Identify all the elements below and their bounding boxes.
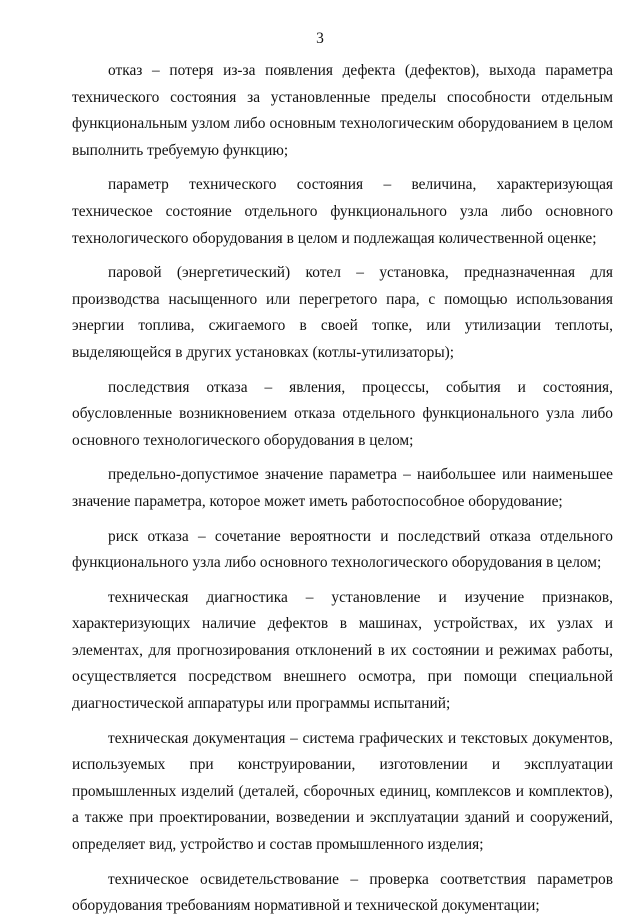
definition-tekhnicheskaya-dokumentatsiya: техническая документация – система графических и текстовых документов, используемых при конструировании, изготовлении и эксплуатации промышленных изделий (деталей, сборочных единиц, комплексов и комплектов), а также при проектировании, возведении и эксплуатации зданий и сооружений, определяет вид, устройство и состав промышленного изделия; xyxy=(72,729,613,854)
page-number: 3 xyxy=(316,30,324,47)
definition-tekhnicheskoe-osvidetelstvovanie: техническое освидетельствование – проверка соответствия параметров оборудования требованиям нормативной и технической документации; xyxy=(72,870,613,915)
definition-parovoy-kotel: паровой (энергетический) котел – установка, предназначенная для производства насыщенного или перегретого пара, с помощью использования энергии топлива, сжигаемого в своей топке, или утилизации теплоты, выделяющейся в других установках (котлы-утилизаторы); xyxy=(72,264,613,361)
definition-posledstviya-otkaza: последствия отказа – явления, процессы, события и состояния, обусловленные возникновением отказа отдельного функционального узла либо основного технологического оборудования в целом; xyxy=(72,378,613,449)
definition-tekhnicheskaya-diagnostika: техническая диагностика – установление и изучение признаков, характеризующих наличие дефектов в машинах, устройствах, их узлах и элементах, для прогнозирования отклонений в их состоянии и режимах работы, осуществляется посредством внешнего осмотра, при помощи специальной диагностической аппаратуры или программы испытаний; xyxy=(72,588,613,713)
definition-parametr-tekhnicheskogo-sostoyaniya: параметр технического состояния – величина, характеризующая техническое состояние отдельного функционального узла либо основного технологического оборудования в целом и подлежащая количественной оценке; xyxy=(72,176,613,247)
definition-predelno-dopustimoe-znachenie: предельно-допустимое значение параметра – наибольшее или наименьшее значение параметра, которое может иметь работоспособное оборудование; xyxy=(72,466,613,510)
definitions-list xyxy=(72,58,613,920)
definition-otkaz: отказ – потеря из-за появления дефекта (дефектов), выхода параметра технического состояния за установленные пределы способности отдельным функциональным узлом либо основным технологическим оборудованием в целом выполнить требуемую функцию; xyxy=(72,62,613,159)
definition-risk-otkaza: риск отказа – сочетание вероятности и последствий отказа отдельного функционального узла либо основного технологического оборудования в целом; xyxy=(72,527,613,572)
